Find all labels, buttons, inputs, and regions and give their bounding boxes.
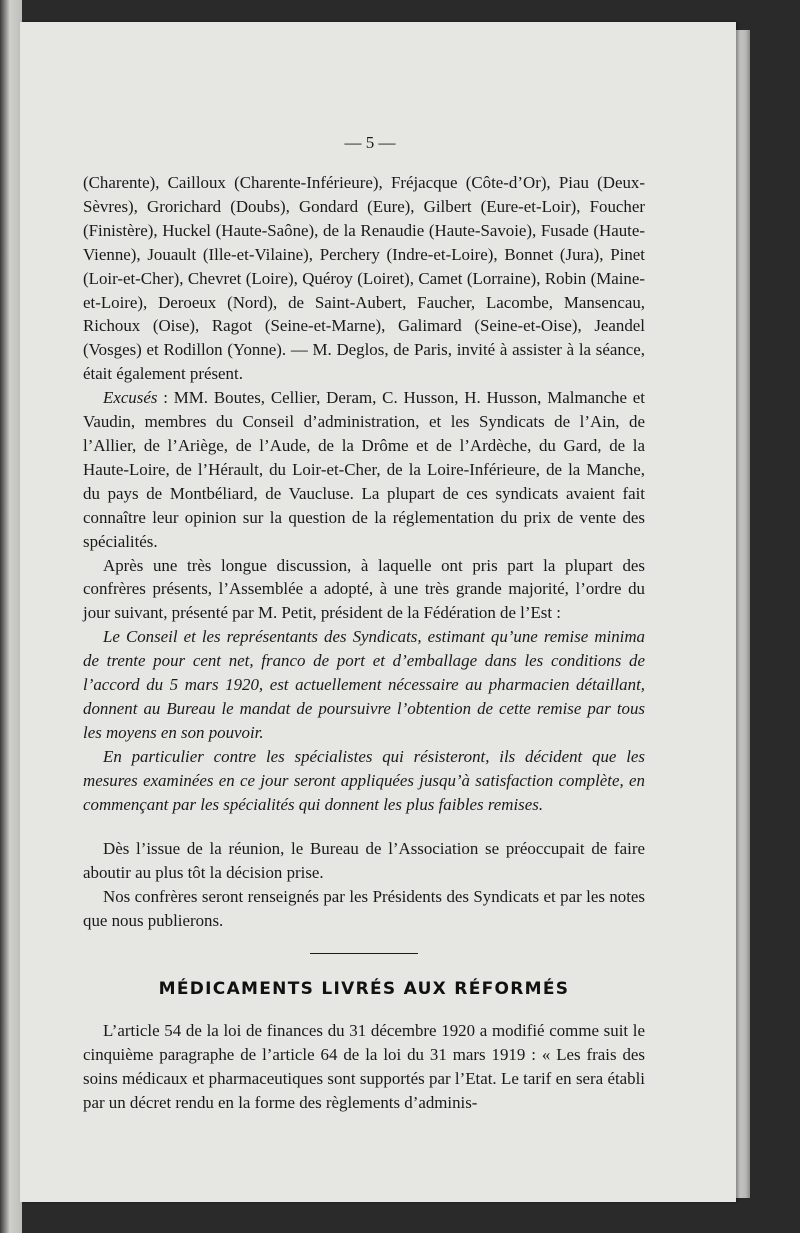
resolution-paragraph-2: En particulier contre les spécialistes qui résisteront, ils décident que les mesures examinées en ce jour seront appliquées jusqu’à satisfaction complète, en commençant par les spécialités qui donnent les plus faibles remises. [83, 746, 645, 814]
excused-paragraph [83, 386, 645, 553]
notice-paragraph: Nos confrères seront renseignés par les Présidents des Syndicats et par les notes que nous publierons. [83, 887, 645, 931]
adjacent-page-edge [0, 0, 22, 1233]
spacer [83, 816, 645, 837]
outcome-paragraph: Dès l’issue de la réunion, le Bureau de l’Association se préoccupait de faire aboutir au plus tôt la décision prise. [83, 839, 645, 883]
discussion-paragraph: Après une très longue discussion, à laquelle ont pris part la plupart des confrères présents, l’Assemblée a adopté, à une très grande majorité, l’ordre du jour suivant, présenté par M. Petit, président de la Fédération de l’Est : [83, 555, 645, 623]
page-number: — 5 — [344, 133, 396, 152]
law-paragraph: L’article 54 de la loi de finances du 31 décembre 1920 a modifié comme suit le cinquième paragraphe de l’article 64 de la loi du 31 mars 1919 : « Les frais des soins médicaux et pharmaceutiques sont supportés par l’Etat. Le tarif en sera établi par un décret rendu en la forme des règlements d’adminis- [83, 1021, 645, 1112]
excused-text: : MM. Boutes, Cellier, Deram, C. Husson, H. Husson, Malmanche et Vaudin, membres du Conseil d’administration, et les Syndicats de l’Ain, de l’Allier, de l’Ariège, de l’Aude, de la Drôme et de l’Ardèche, du Gard, de la Haute-Loire, de l’Hérault, du Loir-et-Cher, de la Loire-Inférieure, de la Manche, du pays de Montbéliard, de Vaucluse. La plupart de ces syndicats avaient fait connaître leur opinion sur la question de la réglementation du prix de vente des spécialités. [83, 388, 645, 551]
attendees-paragraph: (Charente), Cailloux (Charente-Inférieure), Fréjacque (Côte-d’Or), Piau (Deux-Sèvres), Grorichard (Doubs), Gondard (Eure), Gilbert (Eure-et-Loir), Foucher (Finistère), Huckel (Haute-Saône), de la Renaudie (Haute-Savoie), Fusade (Haute-Vienne), Jouault (Ille-et-Vilaine), Perchery (Indre-et-Loire), Bonnet (Jura), Pinet (Loir-et-Cher), Chevret (Loire), Quéroy (Loiret), Camet (Lorraine), Robin (Maine-et-Loire), Deroeux (Nord), de Saint-Aubert, Faucher, Lacombe, Mansencau, Richoux (Oise), Ragot (Seine-et-Marne), Galimard (Seine-et-Oise), Jeandel (Vosges) et Rodillon (Yonne). — M. Deglos, de Paris, invité à assister à la séance, était également présent. [83, 173, 645, 384]
section-heading: MÉDICAMENTS LIVRÉS AUX RÉFORMÉS [158, 979, 570, 1000]
page-body [83, 115, 645, 1115]
resolution-paragraph-1: Le Conseil et les représentants des Syndicats, estimant qu’une remise minima de trente pour cent net, franco de port et d’emballage dans les conditions de l’accord du 5 mars 1920, est actuellement nécessaire au pharmacien détaillant, donnent au Bureau le mandat de poursuivre l’obtention de cette remise par tous les moyens en son pouvoir. [83, 627, 645, 742]
excused-label: Excusés [103, 388, 158, 408]
section-divider [310, 953, 418, 954]
